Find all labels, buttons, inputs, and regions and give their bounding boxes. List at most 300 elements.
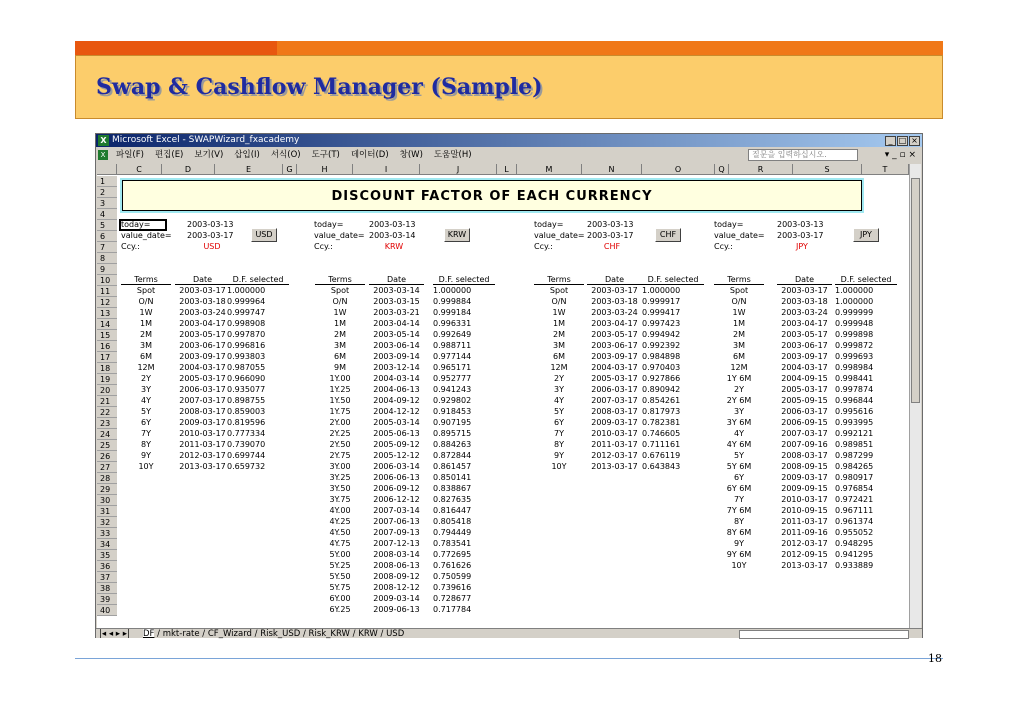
menu-item[interactable]: 보기(V) xyxy=(194,150,224,160)
cell[interactable]: 2M xyxy=(733,330,745,339)
cell[interactable]: 0.987299 xyxy=(835,451,874,460)
cell[interactable]: 2011-03-17 xyxy=(781,517,828,526)
column-header[interactable]: Q xyxy=(715,164,729,175)
cell[interactable]: Terms xyxy=(121,275,171,285)
cell[interactable]: 10Y xyxy=(138,462,154,471)
minimize-icon[interactable]: _ xyxy=(885,136,896,146)
cell[interactable]: 0.952777 xyxy=(433,374,472,383)
cell[interactable]: value_date= xyxy=(714,231,765,240)
cell[interactable]: 0.997874 xyxy=(835,385,874,394)
horizontal-scrollbar[interactable] xyxy=(739,630,909,639)
cell[interactable]: 2005-09-15 xyxy=(781,396,828,405)
cell[interactable]: 2005-06-13 xyxy=(373,429,420,438)
sheet-tab[interactable]: KRW xyxy=(358,629,378,639)
cell[interactable]: 2Y.50 xyxy=(329,440,351,449)
cell[interactable]: 1M xyxy=(334,319,346,328)
cell[interactable]: 0.739070 xyxy=(227,440,266,449)
cell[interactable]: 0.999417 xyxy=(642,308,681,317)
cell[interactable]: 2008-12-12 xyxy=(373,583,420,592)
cell[interactable]: 8Y xyxy=(141,440,151,449)
cell[interactable]: 9Y xyxy=(141,451,151,460)
row-header[interactable]: 35 xyxy=(97,550,117,561)
cell[interactable]: 0.996816 xyxy=(227,341,266,350)
cell[interactable]: 2005-03-17 xyxy=(591,374,638,383)
cell[interactable]: 0.872844 xyxy=(433,451,472,460)
cell[interactable]: 2004-06-13 xyxy=(373,385,420,394)
cell[interactable]: 2003-03-21 xyxy=(373,308,420,317)
cell[interactable]: 0.717784 xyxy=(433,605,472,614)
menu-item[interactable]: 편집(E) xyxy=(154,150,184,160)
cell[interactable]: 1.000000 xyxy=(835,286,874,295)
cell[interactable]: KRW xyxy=(384,242,404,251)
cell[interactable]: 6Y 6M xyxy=(726,484,752,493)
sheet-tab[interactable]: DF xyxy=(143,629,155,639)
sheet-tab[interactable]: mkt-rate xyxy=(162,629,200,639)
cell[interactable]: 2008-09-12 xyxy=(373,572,420,581)
row-header[interactable]: 30 xyxy=(97,495,117,506)
cell[interactable]: 2003-04-17 xyxy=(591,319,638,328)
row-header[interactable]: 23 xyxy=(97,418,117,429)
cell[interactable]: 2003-03-17 xyxy=(591,286,638,295)
cell[interactable]: 0.976854 xyxy=(835,484,874,493)
cell[interactable]: 2003-06-14 xyxy=(373,341,420,350)
cell[interactable]: 2005-03-17 xyxy=(781,385,828,394)
cell[interactable]: 0.728677 xyxy=(433,594,472,603)
row-header[interactable]: 31 xyxy=(97,506,117,517)
cell[interactable]: 0.992392 xyxy=(642,341,681,350)
cell[interactable]: JPY xyxy=(796,242,808,251)
cell[interactable]: 2003-04-17 xyxy=(179,319,226,328)
cell[interactable]: 0.941243 xyxy=(433,385,472,394)
cell[interactable]: 3Y.00 xyxy=(329,462,351,471)
cell[interactable]: Spot xyxy=(549,286,569,295)
row-header[interactable]: 26 xyxy=(97,451,117,462)
cell[interactable]: 4Y xyxy=(141,396,151,405)
cell[interactable]: 2012-03-17 xyxy=(591,451,638,460)
cell[interactable]: Spot xyxy=(729,286,749,295)
column-header[interactable]: D xyxy=(162,164,215,175)
cell[interactable]: 0.999898 xyxy=(835,330,874,339)
cell[interactable]: 9Y xyxy=(734,539,744,548)
cell[interactable]: 5Y xyxy=(141,407,151,416)
cell[interactable]: 2005-09-12 xyxy=(373,440,420,449)
help-search-input[interactable]: 질문을 입력하십시오. xyxy=(748,149,858,161)
cell[interactable]: 0.941295 xyxy=(835,550,874,559)
cell[interactable]: CHF xyxy=(603,242,621,251)
menu-item[interactable]: 데이터(D) xyxy=(350,150,389,160)
cell[interactable]: 2009-03-17 xyxy=(179,418,226,427)
cell[interactable]: 2006-09-15 xyxy=(781,418,828,427)
cell[interactable]: 2009-06-13 xyxy=(373,605,420,614)
cell[interactable]: 0.929802 xyxy=(433,396,472,405)
cell[interactable]: 6Y xyxy=(734,473,744,482)
cell[interactable]: Terms xyxy=(315,275,365,285)
cell[interactable]: 2003-03-17 xyxy=(179,286,226,295)
currency-button[interactable]: JPY xyxy=(853,228,879,242)
cell[interactable]: 2003-03-24 xyxy=(179,308,226,317)
cell[interactable]: 2003-05-14 xyxy=(373,330,420,339)
cell[interactable]: 3Y xyxy=(554,385,564,394)
cell[interactable]: 2010-09-15 xyxy=(781,506,828,515)
cell[interactable]: 0.997423 xyxy=(642,319,681,328)
cell[interactable]: 0.999184 xyxy=(433,308,472,317)
cell[interactable]: 2010-03-17 xyxy=(591,429,638,438)
menu-item[interactable]: 서식(O) xyxy=(270,150,301,160)
cell[interactable]: 0.827635 xyxy=(433,495,472,504)
menu-item[interactable]: 파일(F) xyxy=(116,150,144,160)
cell[interactable]: 3Y.75 xyxy=(329,495,351,504)
cell[interactable]: 2007-03-14 xyxy=(373,506,420,515)
row-header[interactable]: 10 xyxy=(97,275,117,286)
cell[interactable]: 1M xyxy=(553,319,565,328)
currency-button[interactable]: KRW xyxy=(444,228,470,242)
cell[interactable]: D.F. selected xyxy=(227,275,289,285)
row-header[interactable]: 39 xyxy=(97,594,117,605)
cell[interactable]: 2008-09-15 xyxy=(781,462,828,471)
cell[interactable]: Ccy.: xyxy=(714,242,733,251)
cell[interactable]: 2003-03-14 xyxy=(369,231,416,240)
cell[interactable]: 1Y 6M xyxy=(726,374,752,383)
cell[interactable]: 2003-03-18 xyxy=(781,297,828,306)
cell[interactable]: 0.772695 xyxy=(433,550,472,559)
cell[interactable]: 2M xyxy=(334,330,346,339)
row-header[interactable]: 12 xyxy=(97,297,117,308)
column-header[interactable]: T xyxy=(862,164,909,175)
cell[interactable]: 0.782381 xyxy=(642,418,681,427)
cell[interactable]: 2004-09-15 xyxy=(781,374,828,383)
cell[interactable]: 0.761626 xyxy=(433,561,472,570)
column-header[interactable]: R xyxy=(729,164,793,175)
cell[interactable]: 1W xyxy=(333,308,347,317)
cell[interactable]: 2Y xyxy=(734,385,744,394)
cell[interactable]: 2003-03-15 xyxy=(373,297,420,306)
row-header[interactable]: 25 xyxy=(97,440,117,451)
cell[interactable]: 0.999917 xyxy=(642,297,681,306)
tab-navigation[interactable]: |◂ ◂ ▸ ▸| xyxy=(99,629,130,639)
cell[interactable]: 2003-03-18 xyxy=(179,297,226,306)
cell[interactable]: 0.996331 xyxy=(433,319,472,328)
cell[interactable]: 0.699744 xyxy=(227,451,266,460)
workbook-controls[interactable]: ▾ _ ▫ × xyxy=(884,150,916,160)
row-header[interactable]: 3 xyxy=(97,198,117,209)
cell[interactable]: 0.993995 xyxy=(835,418,874,427)
cell[interactable]: O/N xyxy=(731,297,747,306)
cell[interactable]: 2003-09-17 xyxy=(781,352,828,361)
cell[interactable]: 0.984898 xyxy=(642,352,681,361)
cell[interactable]: 0.999693 xyxy=(835,352,874,361)
cell[interactable]: 2006-06-13 xyxy=(373,473,420,482)
row-header[interactable]: 2 xyxy=(97,187,117,198)
cell[interactable]: 0.935077 xyxy=(227,385,266,394)
cell[interactable]: 2012-09-15 xyxy=(781,550,828,559)
cell[interactable]: 0.967111 xyxy=(835,506,874,515)
column-header[interactable]: N xyxy=(582,164,642,175)
cell[interactable]: 0.816447 xyxy=(433,506,472,515)
cell[interactable]: 0.643843 xyxy=(642,462,681,471)
column-header[interactable]: C xyxy=(117,164,162,175)
sheet-tab[interactable]: USD xyxy=(386,629,405,639)
row-header[interactable]: 13 xyxy=(97,308,117,319)
cell[interactable]: 6M xyxy=(553,352,565,361)
cell[interactable]: 2003-04-14 xyxy=(373,319,420,328)
sheet-tab[interactable]: CF_Wizard xyxy=(207,629,252,639)
cell[interactable]: 0.659732 xyxy=(227,462,266,471)
cell[interactable]: 3Y.25 xyxy=(329,473,351,482)
cell[interactable]: 0.895715 xyxy=(433,429,472,438)
cell[interactable]: 2007-09-13 xyxy=(373,528,420,537)
cell[interactable]: 1Y.75 xyxy=(329,407,351,416)
cell[interactable]: 0.927866 xyxy=(642,374,681,383)
scroll-thumb[interactable] xyxy=(911,178,920,403)
row-header[interactable]: 8 xyxy=(97,253,117,264)
cell[interactable]: 2008-03-17 xyxy=(781,451,828,460)
cell[interactable]: 2013-03-17 xyxy=(591,462,638,471)
cell[interactable]: 5Y xyxy=(554,407,564,416)
cell[interactable]: 2007-03-17 xyxy=(781,429,828,438)
cell[interactable]: 0.966090 xyxy=(227,374,266,383)
cell[interactable]: 0.890942 xyxy=(642,385,681,394)
cell[interactable]: 0.907195 xyxy=(433,418,472,427)
cell[interactable]: 2003-03-18 xyxy=(591,297,638,306)
cell[interactable]: Date xyxy=(369,275,424,285)
cell[interactable]: 2003-03-17 xyxy=(587,231,634,240)
cell[interactable]: 2007-12-13 xyxy=(373,539,420,548)
cell[interactable]: 4Y.75 xyxy=(329,539,351,548)
column-header[interactable]: G xyxy=(283,164,297,175)
cell[interactable]: 8Y xyxy=(734,517,744,526)
cell[interactable]: 4Y.50 xyxy=(329,528,351,537)
cell[interactable]: 0.970403 xyxy=(642,363,681,372)
cell[interactable]: 3M xyxy=(334,341,346,350)
row-header[interactable]: 32 xyxy=(97,517,117,528)
cell[interactable]: 6Y.00 xyxy=(329,594,351,603)
cell[interactable]: 0.984265 xyxy=(835,462,874,471)
cell[interactable]: 2003-06-17 xyxy=(591,341,638,350)
cell[interactable]: Ccy.: xyxy=(534,242,553,251)
cell[interactable]: 0.750599 xyxy=(433,572,472,581)
cell[interactable]: 2Y xyxy=(141,374,151,383)
cell[interactable]: 0.794449 xyxy=(433,528,472,537)
cell[interactable]: 2M xyxy=(140,330,152,339)
row-header[interactable]: 21 xyxy=(97,396,117,407)
cell[interactable]: 0.999999 xyxy=(835,308,874,317)
cell[interactable]: 2006-03-17 xyxy=(781,407,828,416)
cell[interactable]: 4Y.25 xyxy=(329,517,351,526)
cell[interactable]: 2008-06-13 xyxy=(373,561,420,570)
cell[interactable]: 0.739616 xyxy=(433,583,472,592)
cell[interactable]: 7Y xyxy=(141,429,151,438)
cell[interactable]: 2Y.75 xyxy=(329,451,351,460)
cell[interactable]: 0.817973 xyxy=(642,407,681,416)
cell[interactable]: 2008-03-14 xyxy=(373,550,420,559)
row-header[interactable]: 4 xyxy=(97,209,117,220)
cell[interactable]: 2006-12-12 xyxy=(373,495,420,504)
cell[interactable]: 10Y xyxy=(731,561,747,570)
cell[interactable]: D.F. selected xyxy=(642,275,704,285)
cell[interactable]: 0.999964 xyxy=(227,297,266,306)
cell[interactable]: 4Y 6M xyxy=(726,440,752,449)
cell[interactable]: 0.711161 xyxy=(642,440,681,449)
workbook-icon[interactable]: X xyxy=(98,150,108,160)
cell[interactable]: 1W xyxy=(139,308,153,317)
cell[interactable]: 5Y xyxy=(734,451,744,460)
cell[interactable]: 0.980917 xyxy=(835,473,874,482)
row-header[interactable]: 14 xyxy=(97,319,117,330)
menu-item[interactable]: 도구(T) xyxy=(311,150,340,160)
cell[interactable]: USD xyxy=(203,242,221,251)
cell[interactable]: 1Y.50 xyxy=(329,396,351,405)
cell[interactable]: D.F. selected xyxy=(433,275,495,285)
row-header[interactable]: 9 xyxy=(97,264,117,275)
cell[interactable]: 0.746605 xyxy=(642,429,681,438)
row-header[interactable]: 22 xyxy=(97,407,117,418)
cell[interactable]: Spot xyxy=(330,286,350,295)
cell[interactable]: 2004-03-17 xyxy=(781,363,828,372)
cell[interactable]: 1.000000 xyxy=(642,286,681,295)
cell[interactable]: 2012-03-17 xyxy=(781,539,828,548)
cell[interactable]: 2003-03-13 xyxy=(587,220,634,229)
cell[interactable]: 0.859003 xyxy=(227,407,266,416)
cell[interactable]: 0.998984 xyxy=(835,363,874,372)
cell[interactable]: 2003-05-17 xyxy=(179,330,226,339)
vertical-scrollbar[interactable] xyxy=(909,164,921,630)
cell[interactable]: 0.676119 xyxy=(642,451,681,460)
cell[interactable]: 2003-03-14 xyxy=(373,286,420,295)
cell[interactable]: 2004-12-12 xyxy=(373,407,420,416)
cell[interactable]: today= xyxy=(314,220,344,229)
cell[interactable]: 0.999872 xyxy=(835,341,874,350)
row-header[interactable]: 28 xyxy=(97,473,117,484)
cell[interactable]: 5Y.25 xyxy=(329,561,351,570)
cell[interactable]: 0.989851 xyxy=(835,440,874,449)
sheet-tab[interactable]: Risk_KRW xyxy=(308,629,350,639)
cell[interactable]: 2Y.25 xyxy=(329,429,351,438)
cell[interactable]: Ccy.: xyxy=(314,242,333,251)
row-header[interactable]: 7 xyxy=(97,242,117,253)
cell[interactable]: 8Y xyxy=(554,440,564,449)
cell[interactable]: 2007-09-16 xyxy=(781,440,828,449)
cell[interactable]: 0.819596 xyxy=(227,418,266,427)
cell[interactable]: 2005-03-14 xyxy=(373,418,420,427)
cell[interactable]: 2004-03-17 xyxy=(591,363,638,372)
cell[interactable]: 2004-03-14 xyxy=(373,374,420,383)
cell[interactable]: 0.972421 xyxy=(835,495,874,504)
cell[interactable]: 12M xyxy=(730,363,748,372)
cell[interactable]: 2003-03-13 xyxy=(187,220,234,229)
column-header[interactable]: E xyxy=(215,164,283,175)
cell[interactable]: 2006-09-12 xyxy=(373,484,420,493)
cell[interactable]: 10Y xyxy=(551,462,567,471)
sheet-tab[interactable]: Risk_USD xyxy=(260,629,301,639)
column-header[interactable]: M xyxy=(517,164,582,175)
cell[interactable]: 2Y xyxy=(554,374,564,383)
cell[interactable]: 0.918453 xyxy=(433,407,472,416)
select-all-corner[interactable] xyxy=(97,164,117,175)
cell[interactable]: 0.961374 xyxy=(835,517,874,526)
cell[interactable]: 0.998441 xyxy=(835,374,874,383)
cell[interactable]: 2004-09-12 xyxy=(373,396,420,405)
cell[interactable]: Date xyxy=(777,275,832,285)
row-header[interactable]: 40 xyxy=(97,605,117,616)
cell[interactable]: 0.838867 xyxy=(433,484,472,493)
row-header[interactable]: 15 xyxy=(97,330,117,341)
cell[interactable]: 3Y xyxy=(734,407,744,416)
cell[interactable]: today= xyxy=(121,220,151,229)
cell[interactable]: 1Y.00 xyxy=(329,374,351,383)
restore-icon[interactable]: □ xyxy=(898,136,907,145)
cell[interactable]: 2003-03-17 xyxy=(777,231,824,240)
cell[interactable]: 2003-03-13 xyxy=(777,220,824,229)
cell[interactable]: 0.992121 xyxy=(835,429,874,438)
cell[interactable]: Spot xyxy=(136,286,156,295)
cell[interactable]: 0.948295 xyxy=(835,539,874,548)
cell[interactable]: 2009-09-15 xyxy=(781,484,828,493)
cell[interactable]: 6M xyxy=(733,352,745,361)
cell[interactable]: 0.965171 xyxy=(433,363,472,372)
row-header[interactable]: 24 xyxy=(97,429,117,440)
cell[interactable]: 2003-05-17 xyxy=(591,330,638,339)
row-header[interactable]: 36 xyxy=(97,561,117,572)
cell[interactable]: 0.996844 xyxy=(835,396,874,405)
row-header[interactable]: 19 xyxy=(97,374,117,385)
cell[interactable]: 4Y xyxy=(734,429,744,438)
cell[interactable]: 2008-03-17 xyxy=(591,407,638,416)
row-header[interactable]: 1 xyxy=(97,176,117,187)
column-header[interactable]: I xyxy=(353,164,420,175)
cell[interactable]: Terms xyxy=(534,275,584,285)
cell[interactable]: 2005-03-17 xyxy=(179,374,226,383)
cell[interactable]: 0.933889 xyxy=(835,561,874,570)
cell[interactable]: 2012-03-17 xyxy=(179,451,226,460)
cell[interactable]: 9Y 6M xyxy=(726,550,752,559)
cell[interactable]: 0.997870 xyxy=(227,330,266,339)
cell[interactable]: 2010-03-17 xyxy=(781,495,828,504)
cell[interactable]: 0.999884 xyxy=(433,297,472,306)
cell[interactable]: 5Y.50 xyxy=(329,572,351,581)
cell[interactable]: 0.861457 xyxy=(433,462,472,471)
cell[interactable]: 6M xyxy=(334,352,346,361)
cell[interactable]: 2004-03-17 xyxy=(179,363,226,372)
row-header[interactable]: 16 xyxy=(97,341,117,352)
cell[interactable]: 2M xyxy=(553,330,565,339)
cell[interactable]: 2003-09-17 xyxy=(591,352,638,361)
row-header[interactable]: 20 xyxy=(97,385,117,396)
cell[interactable]: 0.987055 xyxy=(227,363,266,372)
cell[interactable]: 6M xyxy=(140,352,152,361)
cell[interactable]: 2013-03-17 xyxy=(781,561,828,570)
cell[interactable]: 6Y xyxy=(141,418,151,427)
cell[interactable]: 3Y xyxy=(141,385,151,394)
cell[interactable]: 2009-03-14 xyxy=(373,594,420,603)
cell[interactable]: D.F. selected xyxy=(835,275,897,285)
cell[interactable]: 2003-03-17 xyxy=(187,231,234,240)
cell[interactable]: 7Y xyxy=(554,429,564,438)
cell[interactable]: 2010-03-17 xyxy=(179,429,226,438)
cell[interactable]: 2Y 6M xyxy=(726,396,752,405)
cell[interactable]: 9M xyxy=(334,363,346,372)
cell[interactable]: 2003-06-17 xyxy=(179,341,226,350)
row-header[interactable]: 29 xyxy=(97,484,117,495)
cell[interactable]: 3Y.50 xyxy=(329,484,351,493)
cell[interactable]: 2003-12-14 xyxy=(373,363,420,372)
cell[interactable]: Date xyxy=(587,275,642,285)
cell[interactable]: 8Y 6M xyxy=(726,528,752,537)
cell[interactable]: O/N xyxy=(551,297,567,306)
cell[interactable]: 0.999948 xyxy=(835,319,874,328)
cell[interactable]: 5Y 6M xyxy=(726,462,752,471)
cell[interactable]: 0.992649 xyxy=(433,330,472,339)
column-header[interactable]: H xyxy=(297,164,353,175)
